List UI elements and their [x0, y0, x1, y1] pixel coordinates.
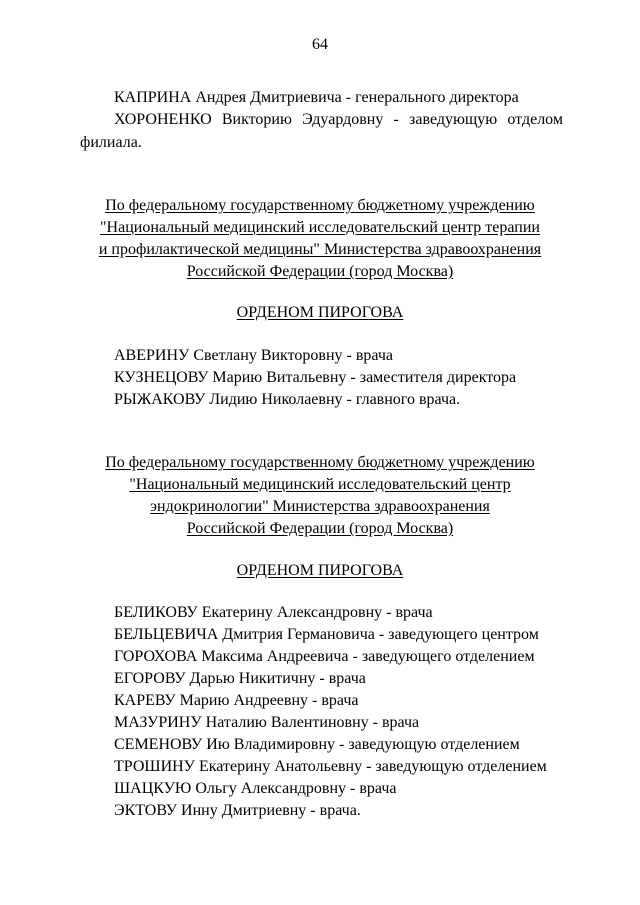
intro-line-kaprina: КАПРИНА Андрея Дмитриевича - генерального директора: [114, 89, 519, 106]
section1-person: КУЗНЕЦОВУ Марию Витальевну - заместителя директора: [114, 369, 517, 386]
section2-heading-line-4: Российской Федерации (город Москва): [186, 520, 454, 537]
section2-heading-line-3: эндокринологии" Министерства здравоохранения: [150, 498, 490, 515]
intro-line-filial: филиала.: [80, 134, 142, 151]
intro-line-khoronenko: ХОРОНЕНКО Викторию Эдуардовну - заведующую отделом: [114, 111, 563, 128]
section2-person: БЕЛИКОВУ Екатерину Александровну - врача: [114, 604, 433, 621]
section1-heading-line-1: По федеральному государственному бюджетному учреждению: [105, 197, 535, 214]
section1-heading-line-3: и профилактической медицины" Министерства здравоохранения: [98, 241, 542, 258]
section2-person: КАРЕВУ Марию Андреевну - врача: [114, 692, 359, 709]
section1-person: АВЕРИНУ Светлану Викторовну - врача: [114, 347, 393, 364]
section2-person: БЕЛЬЦЕВИЧА Дмитрия Германовича - заведующего центром: [114, 626, 539, 643]
section2-heading-line-1: По федеральному государственному бюджетному учреждению: [105, 454, 535, 471]
section2-person: ГОРОХОВА Максима Андреевича - заведующего отделением: [114, 648, 535, 665]
section1-heading-line-2: "Национальный медицинский исследовательский центр терапии: [100, 219, 540, 236]
section2-person: ЭКТОВУ Инну Дмитриевну - врача.: [114, 802, 361, 819]
section2-person: МАЗУРИНУ Наталию Валентиновну - врача: [114, 714, 420, 731]
page-number: 64: [312, 36, 328, 53]
section2-person: ШАЦКУЮ Ольгу Александровну - врача: [114, 780, 397, 797]
section2-order-title: ОРДЕНОМ ПИРОГОВА: [236, 562, 404, 579]
section2-heading-line-2: "Национальный медицинский исследовательский центр: [129, 476, 511, 493]
section1-person: РЫЖАКОВУ Лидию Николаевну - главного врача.: [114, 391, 461, 408]
section2-person: ТРОШИНУ Екатерину Анатольевну - заведующую отделением: [114, 758, 547, 775]
section1-heading-line-4: Российской Федерации (город Москва): [186, 263, 454, 280]
section2-person: СЕМЕНОВУ Ию Владимировну - заведующую отделением: [114, 736, 520, 753]
section2-person: ЕГОРОВУ Дарью Никитичну - врача: [114, 670, 366, 687]
section1-order-title: ОРДЕНОМ ПИРОГОВА: [236, 304, 404, 321]
